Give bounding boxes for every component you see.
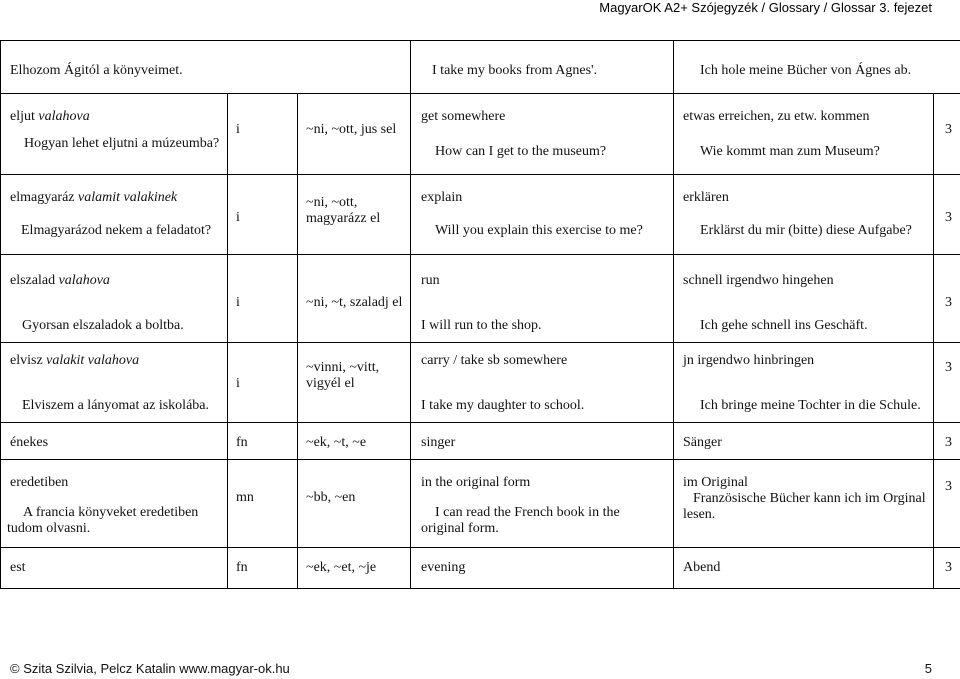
headword-argument: valahova [58,273,110,288]
english-meaning: carry / take sb somewhere [421,353,568,368]
german-cell [674,343,934,423]
example-hu: Gyorsan elszaladok a boltba. [22,318,184,333]
headword-cell [1,460,228,548]
level-cell [934,94,960,175]
forms-cell [298,175,411,255]
english-meaning: in the original form [421,475,531,490]
page-number: 5 [924,661,932,676]
word-forms: ~ni, ~ott, magyarázz el [306,195,381,226]
word-forms: ~bb, ~en [306,490,356,505]
headword: elmagyaráz [10,190,75,205]
english-meaning: get somewhere [421,109,506,124]
pos-cell [228,548,298,589]
forms-cell [298,460,411,548]
forms-cell [298,423,411,460]
german-cell [674,94,934,175]
english-meaning: singer [421,435,456,450]
example-en: I take my daughter to school. [421,398,585,413]
pos-cell [228,255,298,343]
forms-cell [298,548,411,589]
english-meaning: run [421,273,440,288]
level: 3 [945,122,953,137]
level: 3 [945,560,953,575]
word-forms: ~vinni, ~vitt, vigyél el [306,360,380,391]
pos-cell [228,460,298,548]
example-de: Wie kommt man zum Museum? [700,144,880,159]
headword: énekes [10,435,49,450]
forms-cell [298,255,411,343]
example-en: How can I get to the museum? [435,144,607,159]
part-of-speech: fn [236,560,248,575]
level: 3 [945,479,953,494]
english-cell [411,343,674,423]
word-forms: ~ni, ~t, szaladj el [306,295,403,310]
headword-cell [1,548,228,589]
pos-cell [228,343,298,423]
example-de-cell [674,41,960,94]
part-of-speech: i [236,376,240,391]
example-hu: Hogyan lehet eljutni a múzeumba? [24,136,220,151]
german-cell [674,255,934,343]
word-forms: ~ni, ~ott, jus sel [306,122,397,137]
table-row [1,460,960,548]
german-cell [674,175,934,255]
example-en-cell [411,41,674,94]
part-of-speech: i [236,295,240,310]
part-of-speech: mn [236,490,254,505]
german-meaning: im Original [683,475,748,490]
example-hu: A francia könyveket eredetiben tudom olvasni. [7,505,199,536]
example-hu: Elviszem a lányomat az iskolába. [22,398,209,413]
english-cell [411,423,674,460]
example-hu-cell [1,41,411,94]
table-row [1,548,960,589]
headword-argument: valahova [38,109,90,124]
table-row [1,423,960,460]
level: 3 [945,360,953,375]
example-en: Will you explain this exercise to me? [435,223,643,238]
german-meaning: Abend [683,560,721,575]
example-en: I will run to the shop. [421,318,542,333]
table-row [1,41,960,94]
level-cell [934,255,960,343]
example-de: Ich hole meine Bücher von Ágnes ab. [700,63,912,78]
english-meaning: explain [421,190,463,205]
english-cell [411,94,674,175]
level: 3 [945,435,953,450]
example-hu: Elhozom Ágitól a könyveimet. [10,63,183,78]
headword: est [10,560,26,575]
german-cell [674,548,934,589]
headword-cell [1,423,228,460]
english-cell [411,460,674,548]
english-meaning: evening [421,560,466,575]
german-meaning: jn irgendwo hinbringen [683,353,815,368]
headword: eljut [10,109,35,124]
level: 3 [945,210,953,225]
headword-cell [1,255,228,343]
english-cell [411,175,674,255]
headword: eredetiben [10,475,69,490]
headword-argument: valamit valakinek [78,190,178,205]
german-meaning: etwas erreichen, zu etw. kommen [683,109,870,124]
footer-copyright: © Szita Szilvia, Pelcz Katalin www.magyar-ok.hu [10,661,290,676]
level-cell [934,175,960,255]
example-hu: Elmagyarázod nekem a feladatot? [21,223,212,238]
english-cell [411,548,674,589]
german-cell [674,460,934,548]
part-of-speech: fn [236,435,248,450]
example-de: Ich bringe meine Tochter in die Schule. [700,398,921,413]
table-row [1,175,960,255]
forms-cell [298,343,411,423]
table-row [1,255,960,343]
level: 3 [945,295,953,310]
table-row [1,343,960,423]
table-row [1,94,960,175]
part-of-speech: i [236,210,240,225]
pos-cell [228,175,298,255]
example-de: Französische Bücher kann ich im Orginal lesen. [683,491,926,522]
pos-cell [228,94,298,175]
example-en: I can read the French book in the original form. [421,505,620,536]
headword-argument: valakit valahova [46,353,140,368]
forms-cell [298,94,411,175]
example-de: Erklärst du mir (bitte) diese Aufgabe? [700,223,912,238]
example-de: Ich gehe schnell ins Geschäft. [700,318,868,333]
example-en: I take my books from Agnes'. [432,63,598,78]
pos-cell [228,423,298,460]
glossary-table [0,40,960,589]
german-meaning: erklären [683,190,729,205]
page-header: MagyarOK A2+ Szójegyzék / Glossary / Glossar 3. fejezet [599,0,932,15]
level-cell [934,548,960,589]
headword: elvisz [10,353,43,368]
headword-cell [1,175,228,255]
headword-cell [1,94,228,175]
word-forms: ~ek, ~et, ~je [306,560,377,575]
part-of-speech: i [236,122,240,137]
word-forms: ~ek, ~t, ~e [306,435,367,450]
level-cell [934,343,960,423]
german-cell [674,423,934,460]
english-cell [411,255,674,343]
level-cell [934,460,960,548]
headword: elszalad [10,273,56,288]
level-cell [934,423,960,460]
german-meaning: Sänger [683,435,722,450]
headword-cell [1,343,228,423]
german-meaning: schnell irgendwo hingehen [683,273,834,288]
